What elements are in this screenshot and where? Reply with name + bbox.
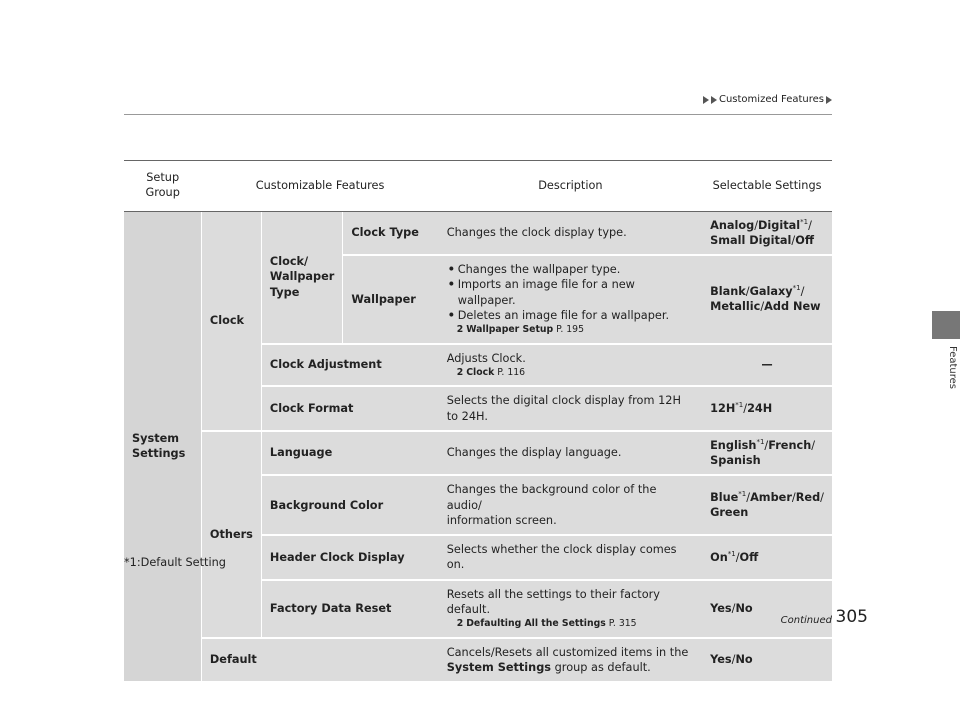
setting-value: Galaxy (749, 285, 793, 299)
desc-factory-data-reset (439, 580, 702, 638)
triangle-icon (711, 96, 717, 104)
setting-value: Blank (710, 285, 746, 299)
feature-wallpaper: Wallpaper (343, 255, 439, 344)
setting-value: Blue (710, 490, 739, 504)
default-marker: *1 (735, 401, 744, 410)
setting-value: Off (795, 233, 814, 247)
setting-value: Amber (750, 490, 792, 504)
separator: / (745, 285, 750, 299)
separator: / (820, 490, 824, 504)
feature-language: Language (261, 431, 438, 476)
setting-value: Metallic (710, 300, 761, 314)
reference-page: P. 315 (608, 618, 637, 630)
feature-background-color: Background Color (261, 475, 438, 535)
desc-clock-adjustment (439, 344, 702, 387)
settings-language (702, 431, 832, 476)
reference-page: P. 195 (556, 324, 584, 335)
separator: / (731, 653, 736, 667)
group-system-settings: System Settings (124, 211, 201, 682)
page-number: 305 (835, 607, 868, 627)
triangle-icon (826, 96, 832, 104)
default-marker: *1 (800, 217, 809, 226)
separator: / (760, 300, 765, 314)
settings-default (702, 638, 832, 683)
settings-factory-data-reset (702, 580, 832, 638)
separator: / (746, 490, 751, 504)
separator: / (808, 218, 812, 232)
feature-default: Default (201, 638, 438, 683)
subgroup-clock: Clock (201, 211, 261, 431)
separator: / (791, 490, 796, 504)
triangle-icon (703, 96, 709, 104)
setting-value: French (768, 438, 812, 452)
setting-value: Yes (710, 653, 732, 667)
reference-page: P. 116 (497, 366, 526, 378)
footnote: *1:Default Setting (124, 556, 226, 569)
description-text: Resets all the settings to their factory default. (446, 587, 660, 616)
reference-arrow-icon: 2 (456, 324, 464, 335)
table-row (124, 211, 832, 255)
table-header-row (124, 161, 832, 212)
feature-header-clock-display: Header Clock Display (261, 535, 438, 580)
settings-background-color (702, 475, 832, 535)
feature-clock-type: Clock Type (343, 211, 439, 255)
cross-reference[interactable] (457, 618, 694, 631)
setting-value: Red (795, 490, 821, 504)
separator: / (743, 401, 748, 415)
desc-wallpaper (439, 255, 702, 344)
separator: / (811, 438, 816, 452)
desc-clock-format: Selects the digital clock display from 12H to 24H. (439, 386, 702, 431)
section-tab[interactable] (932, 311, 960, 339)
default-marker: *1 (756, 438, 765, 447)
table-row (124, 431, 832, 476)
desc-background-color: Changes the background color of the audio/ information screen. (439, 475, 702, 535)
header-selectable-settings: Selectable Settings (702, 161, 832, 212)
settings-clock-type (702, 211, 832, 255)
list-item: • Changes the wallpaper type. (447, 262, 694, 277)
feature-factory-data-reset: Factory Data Reset (261, 580, 438, 638)
header-rule (124, 114, 832, 115)
setting-value: On (710, 550, 728, 564)
default-marker: *1 (738, 490, 747, 499)
list-item: • Imports an image file for a new wallpaper. (447, 277, 694, 308)
reference-title: Wallpaper Setup (466, 324, 554, 335)
setting-value: Digital (758, 218, 801, 232)
settings-header-clock-display (702, 535, 832, 580)
description-text: group as default. (551, 660, 651, 674)
default-marker: *1 (792, 284, 801, 293)
description-text: Adjusts Clock. (446, 351, 526, 365)
section-label: Features (947, 346, 958, 389)
reference-arrow-icon: 2 (456, 618, 464, 630)
setting-value: Analog (710, 218, 755, 232)
feature-clock-format: Clock Format (261, 386, 438, 431)
separator: / (735, 550, 740, 564)
setting-value: 12H (710, 401, 736, 415)
reference-title: Defaulting All the Settings (466, 618, 606, 630)
default-marker: *1 (727, 549, 736, 558)
table-row (124, 638, 832, 683)
cross-reference[interactable] (457, 367, 694, 380)
reference-arrow-icon: 2 (456, 366, 464, 378)
setting-value: Green (710, 506, 749, 520)
subgroup-clock-wallpaper-type: Clock/ Wallpaper Type (261, 211, 342, 344)
setting-value: 24H (747, 401, 773, 415)
separator: / (764, 438, 769, 452)
separator: / (800, 285, 805, 299)
breadcrumb-text[interactable]: Customized Features (718, 94, 824, 105)
reference-title: Clock (466, 366, 495, 378)
breadcrumb (703, 94, 832, 105)
header-description: Description (439, 161, 702, 212)
desc-header-clock-display: Selects whether the clock display comes on. (439, 535, 702, 580)
desc-language: Changes the display language. (439, 431, 702, 476)
setting-value: Off (739, 550, 759, 564)
list-item: • Deletes an image file for a wallpaper. (447, 308, 694, 323)
setting-value: No (735, 653, 753, 667)
header-customizable-features: Customizable Features (201, 161, 438, 212)
settings-wallpaper (702, 255, 832, 344)
continued-label: Continued (780, 615, 832, 626)
desc-default (439, 638, 702, 683)
setting-value: Add New (764, 300, 821, 314)
settings-clock-format (702, 386, 832, 431)
header-setup-group: Setup Group (124, 161, 201, 212)
setting-value: English (710, 438, 757, 452)
separator: / (791, 233, 796, 247)
subgroup-others: Others (201, 431, 261, 638)
setting-value: Small Digital (710, 233, 792, 247)
setting-value: Spanish (710, 454, 761, 468)
desc-clock-type: Changes the clock display type. (439, 211, 702, 255)
separator: / (731, 601, 736, 615)
description-bold: System Settings (446, 660, 552, 674)
setting-value: No (735, 601, 753, 615)
settings-table (124, 160, 832, 683)
settings-clock-adjustment: — (702, 344, 832, 387)
description-text: Cancels/Resets all customized items in the (446, 645, 689, 659)
feature-clock-adjustment: Clock Adjustment (261, 344, 438, 387)
setting-value: Yes (710, 601, 732, 615)
separator: / (754, 218, 759, 232)
cross-reference[interactable] (457, 324, 694, 337)
